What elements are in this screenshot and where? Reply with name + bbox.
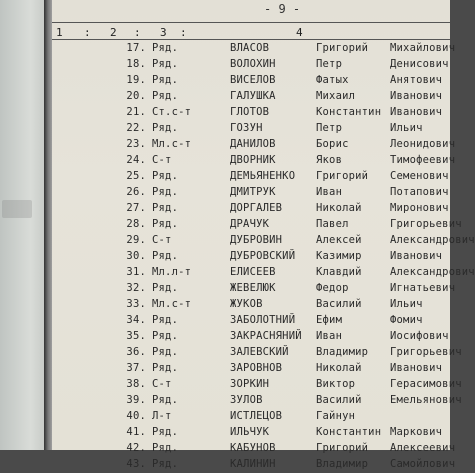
column-header-row — [52, 26, 450, 40]
row-number: 32. — [126, 282, 146, 294]
surname: ИЛЬЧУК — [230, 426, 270, 438]
roster-list — [52, 41, 475, 473]
rank: Ряд. — [152, 250, 179, 262]
column-header-sep: : — [180, 26, 187, 39]
rank: Ряд. — [152, 394, 179, 406]
table-row — [52, 425, 450, 441]
table-row — [52, 153, 456, 169]
table-row — [52, 201, 450, 217]
rank: Ст.с-т — [152, 106, 192, 118]
first-name: Клавдий — [316, 266, 362, 278]
surname: ГЛОТОВ — [230, 106, 270, 118]
row-number: 36. — [126, 346, 146, 358]
rank: С-т — [152, 378, 172, 390]
header-rule-top — [52, 22, 450, 23]
table-row — [52, 169, 450, 185]
first-name: Григорий — [316, 42, 369, 54]
rank: Ряд. — [152, 458, 179, 470]
row-number: 25. — [126, 170, 146, 182]
row-number: 26. — [126, 186, 146, 198]
patronymic: Самойлович — [390, 458, 456, 470]
table-row — [52, 73, 450, 89]
table-row — [52, 457, 456, 473]
first-name: Гайнун — [316, 410, 356, 422]
row-number: 24. — [126, 154, 146, 166]
surname: ЗАКРАСНЯНИЙ — [230, 330, 302, 342]
patronymic: Потапович — [390, 186, 449, 198]
surname: ЕЛИСЕЕВ — [230, 266, 276, 278]
rank: Мл.с-т — [152, 298, 192, 310]
rank: Ряд. — [152, 330, 179, 342]
rank: Ряд. — [152, 362, 179, 374]
surname: ДВОРНИК — [230, 154, 276, 166]
rank: Ряд. — [152, 202, 179, 214]
row-number: 20. — [126, 90, 146, 102]
patronymic: Семенович — [390, 170, 449, 182]
rank: Л-т — [152, 410, 172, 422]
row-number: 31. — [126, 266, 146, 278]
patronymic: Леонидович — [390, 138, 456, 150]
table-row — [52, 297, 450, 313]
row-number: 38. — [126, 378, 146, 390]
patronymic: Иванович — [390, 106, 443, 118]
header-rule-bottom — [52, 39, 450, 40]
table-row — [52, 329, 450, 345]
rank: Ряд. — [152, 426, 179, 438]
table-row — [52, 281, 456, 297]
table-row — [52, 345, 462, 361]
patronymic: Ильич — [390, 298, 423, 310]
row-number: 23. — [126, 138, 146, 150]
rank: Ряд. — [152, 186, 179, 198]
first-name: Николай — [316, 362, 362, 374]
first-name: Казимир — [316, 250, 362, 262]
first-name: Григорий — [316, 442, 369, 454]
patronymic: Игнатьевич — [390, 282, 456, 294]
table-row — [52, 377, 462, 393]
rank: Ряд. — [152, 314, 179, 326]
surname: ДАНИЛОВ — [230, 138, 276, 150]
rank: С-т — [152, 154, 172, 166]
table-row — [52, 57, 450, 73]
surname: ВОЛОХИН — [230, 58, 276, 70]
surname: ЗАРОВНОВ — [230, 362, 283, 374]
surname: ЖУКОВ — [230, 298, 263, 310]
row-number: 27. — [126, 202, 146, 214]
patronymic: Иосифович — [390, 330, 449, 342]
patronymic: Миронович — [390, 202, 449, 214]
page-number: - 9 - — [264, 2, 301, 16]
first-name: Виктор — [316, 378, 356, 390]
table-row — [52, 361, 450, 377]
row-number: 28. — [126, 218, 146, 230]
first-name: Григорий — [316, 170, 369, 182]
first-name: Алексей — [316, 234, 362, 246]
table-row — [52, 313, 450, 329]
column-header-4: 4 — [296, 26, 303, 39]
surname: ВЛАСОВ — [230, 42, 270, 54]
first-name: Павел — [316, 218, 349, 230]
table-row — [52, 217, 462, 233]
first-name: Иван — [316, 330, 343, 342]
first-name: Фатых — [316, 74, 349, 86]
patronymic: Емельянович — [390, 394, 462, 406]
row-number: 39. — [126, 394, 146, 406]
rank: Ряд. — [152, 74, 179, 86]
rank: Ряд. — [152, 42, 179, 54]
surname: ДУБРОВИН — [230, 234, 283, 246]
first-name: Николай — [316, 202, 362, 214]
patronymic: Денисович — [390, 58, 449, 70]
table-row — [52, 409, 450, 425]
surname: ВИСЕЛОВ — [230, 74, 276, 86]
first-name: Иван — [316, 186, 343, 198]
table-row — [52, 441, 456, 457]
page-mark — [2, 200, 32, 218]
table-row — [52, 185, 450, 201]
table-row — [52, 393, 462, 409]
row-number: 18. — [126, 58, 146, 70]
first-name: Петр — [316, 58, 343, 70]
rank: С-т — [152, 234, 172, 246]
first-name: Борис — [316, 138, 349, 150]
first-name: Василий — [316, 298, 362, 310]
surname: ИСТЛЕЦОВ — [230, 410, 283, 422]
row-number: 34. — [126, 314, 146, 326]
row-number: 17. — [126, 42, 146, 54]
surname: ДЕМЬЯНЕНКО — [230, 170, 296, 182]
row-number: 30. — [126, 250, 146, 262]
surname: ЗОРКИН — [230, 378, 270, 390]
patronymic: Михайлович — [390, 42, 456, 54]
surname: ДМИТРУК — [230, 186, 276, 198]
patronymic: Тимофеевич — [390, 154, 456, 166]
row-number: 21. — [126, 106, 146, 118]
document-sheet — [52, 0, 475, 470]
surname: КАБУНОВ — [230, 442, 276, 454]
first-name: Федор — [316, 282, 349, 294]
first-name: Михаил — [316, 90, 356, 102]
surname: КАЛИНИН — [230, 458, 276, 470]
left-page-edge — [0, 0, 44, 450]
row-number: 41. — [126, 426, 146, 438]
table-row — [52, 233, 475, 249]
first-name: Константин — [316, 426, 382, 438]
patronymic: Маркович — [390, 426, 443, 438]
table-row — [52, 121, 450, 137]
table-row — [52, 41, 456, 57]
patronymic: Алексеевич — [390, 442, 456, 454]
rank: Мл.л-т — [152, 266, 192, 278]
rank: Ряд. — [152, 58, 179, 70]
patronymic: Григорьевич — [390, 346, 462, 358]
surname: ДОРГАЛЕВ — [230, 202, 283, 214]
first-name: Ефим — [316, 314, 343, 326]
row-number: 22. — [126, 122, 146, 134]
row-number: 37. — [126, 362, 146, 374]
surname: ГОЗУН — [230, 122, 263, 134]
row-number: 40. — [126, 410, 146, 422]
patronymic: Ильич — [390, 122, 423, 134]
table-row — [52, 249, 450, 265]
patronymic: Александрович — [390, 234, 475, 246]
patronymic: Фомич — [390, 314, 423, 326]
first-name: Яков — [316, 154, 343, 166]
patronymic: Анятович — [390, 74, 443, 86]
first-name: Владимир — [316, 458, 369, 470]
first-name: Петр — [316, 122, 343, 134]
row-number: 43. — [126, 458, 146, 470]
patronymic: Иванович — [390, 90, 443, 102]
first-name: Василий — [316, 394, 362, 406]
row-number: 29. — [126, 234, 146, 246]
column-header-sep: : — [84, 26, 91, 39]
row-number: 42. — [126, 442, 146, 454]
surname: ГАЛУШКА — [230, 90, 276, 102]
patronymic: Александрович — [390, 266, 475, 278]
surname: ЖЕВЕЛЮК — [230, 282, 276, 294]
surname: ДУБРОВСКИЙ — [230, 250, 296, 262]
patronymic: Григорьевич — [390, 218, 462, 230]
column-header-2: 2 — [110, 26, 117, 39]
column-header-1: 1 — [56, 26, 63, 39]
patronymic: Герасимович — [390, 378, 462, 390]
rank: Ряд. — [152, 122, 179, 134]
surname: ЗАБОЛОТНИЙ — [230, 314, 296, 326]
rank: Ряд. — [152, 442, 179, 454]
row-number: 33. — [126, 298, 146, 310]
patronymic: Иванович — [390, 362, 443, 374]
rank: Ряд. — [152, 170, 179, 182]
table-row — [52, 137, 456, 153]
first-name: Владимир — [316, 346, 369, 358]
row-number: 19. — [126, 74, 146, 86]
rank: Ряд. — [152, 90, 179, 102]
rank: Ряд. — [152, 346, 179, 358]
first-name: Константин — [316, 106, 382, 118]
patronymic: Иванович — [390, 250, 443, 262]
table-row — [52, 265, 475, 281]
surname: ДРАЧУК — [230, 218, 270, 230]
table-row — [52, 105, 450, 121]
surname: ЗУЛОВ — [230, 394, 263, 406]
column-header-sep: : — [134, 26, 141, 39]
row-number: 35. — [126, 330, 146, 342]
rank: Ряд. — [152, 218, 179, 230]
surname: ЗАЛЕВСКИЙ — [230, 346, 289, 358]
rank: Мл.с-т — [152, 138, 192, 150]
table-row — [52, 89, 450, 105]
column-header-3: 3 — [160, 26, 167, 39]
rank: Ряд. — [152, 282, 179, 294]
